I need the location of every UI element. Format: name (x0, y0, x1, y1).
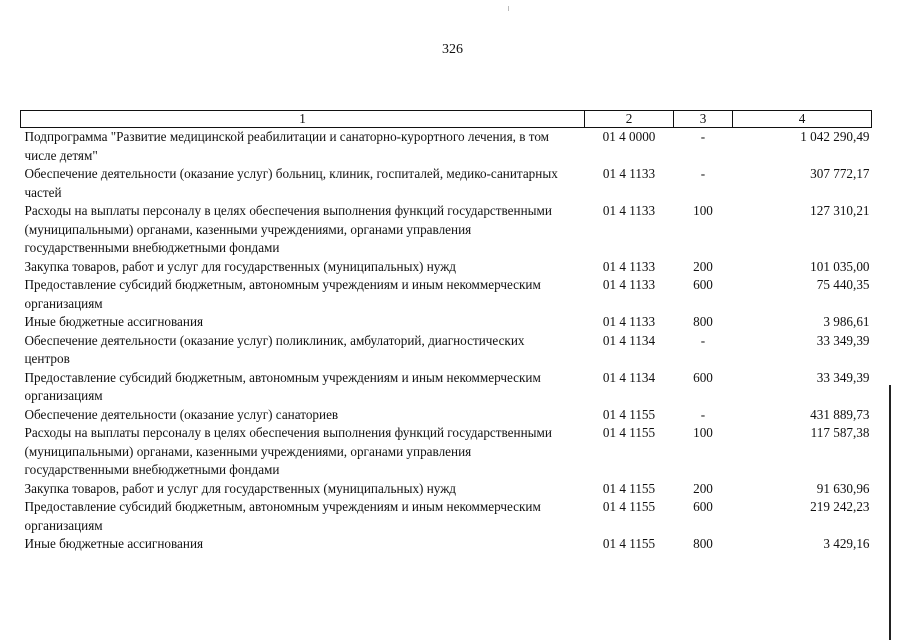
row-expense-type: - (700, 332, 706, 348)
row-amount: 307 772,17 (810, 166, 870, 181)
row-expense-type: 600 (693, 369, 713, 385)
header-col-4: 4 (733, 111, 872, 128)
table-row (21, 332, 872, 369)
row-name: Обеспечение деятельности (оказание услуг) поликлиник, амбулаторий, диагностических центров (24, 332, 525, 366)
row-name: Иные бюджетные ассигнования (24, 314, 204, 329)
row-amount: 33 349,39 (816, 369, 870, 385)
row-code: 01 4 1133 (602, 277, 656, 292)
row-name: Расходы на выплаты персоналу в целях обеспечения выполнения функций государственными (муниципальными) органами, казенными учреждениями, органами управления государственными внебюджетными фондами (24, 425, 552, 477)
row-expense-type: - (700, 406, 706, 422)
row-expense-type: 800 (693, 314, 713, 329)
budget-table (20, 110, 872, 554)
row-code: 01 4 1155 (602, 480, 656, 496)
row-code: 01 4 1155 (602, 499, 656, 514)
table-row (21, 498, 872, 535)
row-code: 01 4 1134 (602, 332, 656, 348)
scan-mark (508, 6, 509, 11)
row-code: 01 4 0000 (585, 128, 674, 166)
table-header-row (21, 111, 872, 128)
row-name: Закупка товаров, работ и услуг для государственных (муниципальных) нужд (24, 258, 457, 274)
row-expense-type: 600 (693, 499, 713, 514)
row-code: 01 4 1134 (602, 369, 656, 385)
row-code: 01 4 1133 (602, 258, 656, 274)
table-row (21, 424, 872, 480)
row-name: Иные бюджетные ассигнования (24, 536, 204, 551)
table-row (21, 258, 872, 277)
row-amount: 117 587,38 (810, 425, 870, 440)
row-amount: 3 429,16 (823, 536, 870, 551)
row-code: 01 4 1133 (602, 314, 656, 329)
row-expense-type: 100 (693, 425, 713, 440)
row-name: Предоставление субсидий бюджетным, автономным учреждениям и иным некоммерческим организациям (24, 499, 541, 533)
scan-edge-line (889, 385, 891, 640)
row-expense-type: 200 (693, 258, 713, 274)
row-expense-type: 100 (693, 203, 713, 218)
row-amount: 101 035,00 (810, 258, 870, 274)
row-code: 01 4 1155 (602, 425, 656, 440)
row-expense-type: 600 (693, 277, 713, 292)
table-row (21, 480, 872, 499)
row-name: Расходы на выплаты персоналу в целях обеспечения выполнения функций государственными (муниципальными) органами, казенными учреждениями, органами управления государственными внебюджетными фондами (24, 203, 552, 255)
header-col-2: 2 (585, 111, 674, 128)
table-row (21, 406, 872, 425)
page-number: 326 (442, 42, 463, 57)
row-name: Предоставление субсидий бюджетным, автономным учреждениям и иным некоммерческим организациям (24, 369, 541, 403)
row-amount: 219 242,23 (810, 499, 870, 514)
header-col-3: 3 (674, 111, 733, 128)
row-expense-type: - (700, 166, 706, 181)
table-row (21, 202, 872, 258)
row-amount: 127 310,21 (810, 203, 870, 218)
table-row (21, 535, 872, 554)
row-expense-type: - (674, 128, 733, 166)
table-row (21, 128, 872, 166)
row-code: 01 4 1155 (602, 406, 656, 422)
row-expense-type: 200 (693, 480, 713, 496)
row-name: Обеспечение деятельности (оказание услуг) больниц, клиник, госпиталей, медико-санитарных частей (24, 166, 558, 200)
table-row (21, 313, 872, 332)
table-row (21, 276, 872, 313)
row-amount: 1 042 290,49 (733, 128, 872, 166)
row-code: 01 4 1133 (602, 166, 656, 181)
header-col-1: 1 (21, 111, 585, 128)
row-amount: 33 349,39 (816, 332, 870, 348)
row-name: Подпрограмма "Развитие медицинской реабилитации и санаторно-курортного лечения, в том числе детям" (21, 128, 585, 166)
table-row (21, 165, 872, 202)
row-amount: 431 889,73 (810, 406, 870, 422)
row-expense-type: 800 (693, 536, 713, 551)
row-amount: 75 440,35 (816, 277, 870, 292)
table-row (21, 369, 872, 406)
row-amount: 3 986,61 (823, 314, 870, 329)
row-name: Обеспечение деятельности (оказание услуг) санаториев (24, 406, 339, 422)
row-amount: 91 630,96 (816, 480, 870, 496)
row-name: Предоставление субсидий бюджетным, автономным учреждениям и иным некоммерческим организациям (24, 277, 541, 311)
row-code: 01 4 1133 (602, 203, 656, 218)
row-name: Закупка товаров, работ и услуг для государственных (муниципальных) нужд (24, 480, 457, 496)
row-code: 01 4 1155 (602, 536, 656, 551)
